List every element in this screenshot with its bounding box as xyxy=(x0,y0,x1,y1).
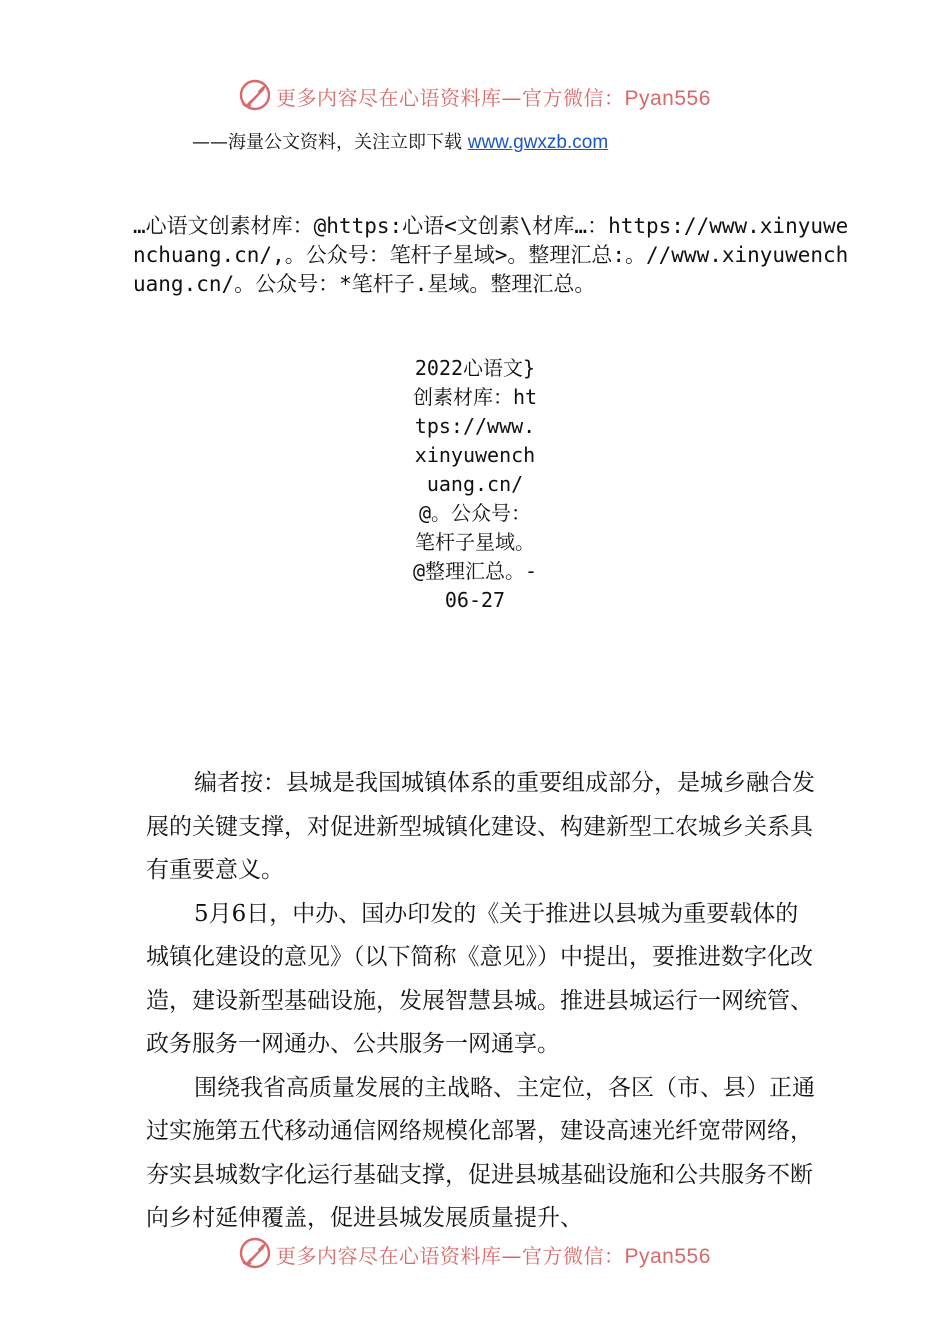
document-body xyxy=(146,762,818,1241)
download-subline xyxy=(192,128,608,154)
banner-handle: Pyan556 xyxy=(624,1245,711,1268)
download-link[interactable]: www.gwxzb.com xyxy=(467,132,609,153)
banner-label: 更多内容尽在心语资料库—官方微信： xyxy=(276,86,625,110)
paragraph: 编者按：县城是我国城镇体系的重要组成部分，是城乡融合发展的关键支撑，对促进新型城镇化建设、构建新型工农城乡关系具有重要意义。 xyxy=(146,770,815,883)
banner-handle: Pyan556 xyxy=(624,87,711,110)
banner-text xyxy=(276,82,711,111)
banner-text xyxy=(276,1240,711,1269)
center-watermark-block: 2022心语文}创素材库：https://www.xinyuwenchuang.cn/@。公众号：笔杆子星域。@整理汇总。-06-27 xyxy=(412,356,538,612)
banner-label: 更多内容尽在心语资料库—官方微信： xyxy=(276,1244,625,1268)
quill-logo-icon xyxy=(238,1236,272,1270)
paragraph: 5月6日，中办、国办印发的《关于推进以县城为重要载体的城镇化建设的意见》（以下简称《意见》）中提出，要推进数字化改造，建设新型基础设施，发展智慧县城。推进县城运行一网统管、政务服务一网通办、公共服务一网通享。 xyxy=(146,900,813,1057)
subline-label: ——海量公文资料，关注立即下载 xyxy=(192,132,468,153)
paragraph: 围绕我省高质量发展的主战略、主定位，各区（市、县）正通过实施第五代移动通信网络规模化部署，建设高速光纤宽带网络，夯实县城数字化运行基础支撑，促进县城基础设施和公共服务不断向乡村延伸覆盖，促进县城发展质量提升、 xyxy=(146,1074,815,1231)
footer-banner xyxy=(0,1232,950,1276)
quill-logo-icon xyxy=(238,78,272,112)
header-banner xyxy=(0,74,950,118)
intro-paragraph: …心语文创素材库：@https:心语<文创素\材库…：https://www.xinyuwenchuang.cn/,。公众号：笔杆子星域>。整理汇总:。//www.xinyuwenchuang.cn/。公众号：*笔杆子.星域。整理汇总。 xyxy=(133,214,849,296)
